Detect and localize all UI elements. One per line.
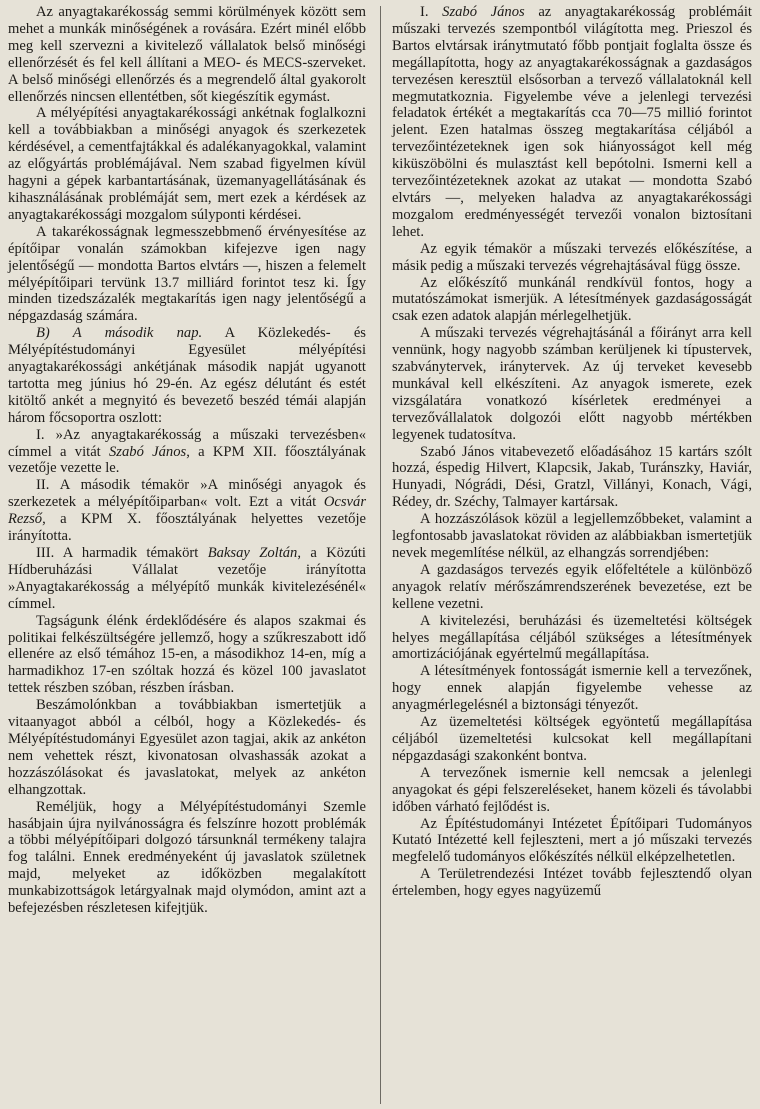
paragraph: [392, 4, 752, 241]
paragraph-text: A mélyépítési anyagtakarékossági ankétnak foglalkozni kell a továbbiakban a minőségi anyagok és szerkezetek kérdésével, a cementfajtákkal és adalékanyagokkal, valamint az előgyártás problémájával. Nem szabad figyelmen kívül hagyni a gépek karbantartásának, üzemanyagellátásának és kihasználásának problémáját sem, mert ezek a kérdések az anyagtakarékossági mozgalom súlyponti kérdései.: [8, 105, 366, 223]
paragraph-text: III. A harmadik témakört: [36, 545, 208, 561]
paragraph: [8, 325, 366, 426]
section-heading: B) A második nap.: [36, 325, 203, 342]
paragraph-text: A létesítmények fontosságát ismernie kell a tervezőnek, hogy ennek alapján figyelembe vehesse az anyagmérlegelésnél a biztonsági tényezőt.: [392, 663, 752, 714]
paragraph-text: A Közlekedés- és Mélyépítéstudományi Egyesület mélyépítési anyagtakarékossági ankétjának második napját ugyanott tartotta meg június hó 29-én. Az egész délutánt és estét kitöltő ankét a megnyitó és bevezető beszéd témái alapján három főcsoportra oszlott:: [8, 325, 366, 426]
left-column: [8, 4, 366, 917]
paragraph: [392, 325, 752, 443]
paragraph-text: I.: [420, 4, 443, 20]
paragraph-text: , a KPM XII. főosztályának vezetője vezette le.: [8, 443, 366, 477]
paragraph-text: Az Építéstudományi Intézetet Építőipari Tudományos Kutató Intézetté kell fejleszteni, mert a jó műszaki tervezés megfelelő tudományos előkészítés nélkül elképzelhetetlen.: [392, 815, 752, 866]
paragraph-text: II. A második témakör »A minőségi anyagok és szerkezetek a mélyépítőiparban« volt. Ezt a vitát: [8, 477, 366, 511]
paragraph: [392, 816, 752, 867]
paragraph: [8, 105, 366, 223]
paragraph-text: , a Közúti Hídberuházási Vállalat vezetője irányította »Anyagtakarékosság a mélyépítő munkák kivitelezésénél« címmel.: [8, 545, 366, 612]
paragraph: [392, 613, 752, 664]
paragraph: [8, 4, 366, 105]
paragraph: [392, 663, 752, 714]
paragraph: [8, 545, 366, 613]
paragraph-text: A hozzászólások közül a legjellemzőbbeket, valamint a legfontosabb javaslatokat röviden az alábbiakban ismertetjük nevek megemlítése nélkül, az elhangzás sorrendjében:: [392, 511, 752, 561]
paragraph-text: Szabó János vitabevezető előadásához 15 kartárs szólt hozzá, éspedig Hilvert, Klapcsik, Jakab, Turánszky, Haviár, Hunyadi, Nógrádi, Dési, Gratzl, Villányi, Konach, Vági, Rédey, dr. Széchy, Talmayer kartársak.: [392, 443, 752, 511]
person-name: Szabó János: [442, 4, 525, 20]
paragraph: [392, 444, 752, 512]
person-name: Baksay Zoltán: [207, 545, 298, 561]
right-column: [392, 4, 752, 900]
paragraph: [392, 866, 752, 900]
person-name: Ocsvár Rezső: [8, 494, 366, 528]
paragraph-text: I. »Az anyagtakarékosság a műszaki tervezésben« címmel a vitát: [8, 426, 366, 460]
paragraph-text: Az anyagtakarékosság semmi körülmények között sem mehet a munkák minőségének a rovására. Ezért minél előbb meg kell szervezni a kivitelező vállalatok belső minőségi ellenőrzését és fel kell állítani a MEO- és MECS-szerveket. A belső minőségi ellenőrzés és a megrendelő által gyakorolt ellenőrzés nincsen ellentétben, sőt kiegészítik egymást.: [8, 4, 366, 105]
paragraph: [392, 511, 752, 562]
paragraph: [8, 613, 366, 698]
column-divider: [380, 6, 381, 1104]
paragraph: [392, 275, 752, 326]
paragraph: [8, 697, 366, 798]
paragraph: [392, 241, 752, 275]
person-name: Szabó János: [109, 443, 187, 460]
paragraph-text: az anyagtakarékosság problémáit műszaki tervezés szempontból világította meg. Prieszol és Bartos elvtársak iránytmutató főbb pontjait foglalta össze és megállapította, hogy az anyagtakarékosságnak a gazdaságos tervezésen keresztül elsősorban a tervező vállalatoknál kell megmutatkoznia. Figyelembe véve a jelenlegi tervezési feladatok értékét a megtakarítás cca 70—75 millió forintot jelent. Ezen hatalmas összeg megtakarítása céljából a tervezőintézeteknek igen sok hiányosságot kell még kiküszöbölni és mulasztást kell bepótolni. Ismerni kell a tervezőintézeteknek azokat az utakat — mondotta Szabó elvtárs —, melyeken haladva az anyagtakarékossági mozgalom eredményességét tervezői vonalon biztosítani lehet.: [392, 4, 752, 240]
paragraph: [8, 427, 366, 478]
paragraph-text: Reméljük, hogy a Mélyépítéstudományi Szemle hasábjain újra nyilvánosságra és felszínre hozott problémák a többi mélyépítőipari dolgozó társunknál termékeny talajra fog találni. Ennek eredményeként új javaslatok születnek majd, melyeket az időközben megalakított munkabizottságok letárgyalnak majd olymódon, amint azt a befejezésben részletesen kifejtjük.: [8, 798, 366, 917]
paragraph-text: Tagságunk élénk érdeklődésére és alapos szakmai és politikai felkészültségére jellemző, hogy a szűkreszabott idő ellenére az első témához 15-en, a másodikhoz 14-en, míg a harmadikhoz 17-en szóltak hozzá és közel 100 javaslatot tettek részben szóban, részben írásban.: [8, 612, 366, 697]
paragraph: [392, 765, 752, 816]
paragraph-text: Beszámolónkban a továbbiakban ismertetjük a vitaanyagot abból a célból, hogy a Közlekedés- és Mélyépítéstudományi Egyesület azon tagjai, akik az ankéton nem vehettek részt, kivonatosan olvashassák azokat a hozzászólásokat és javaslatokat, melyek az ankéton elhangzottak.: [8, 697, 366, 798]
paragraph-text: Az előkészítő munkánál rendkívül fontos, hogy a mutatószámokat ismerjük. A létesítmények gazdaságosságát csak ezen adatok alapján mérlegelhetjük.: [392, 274, 752, 325]
paragraph-text: A műszaki tervezés végrehajtásánál a főirányt arra kell vennünk, hogy nagyobb számban kerüljenek ki típustervek, szabványtervek, iránytervek. Az új terveket kevesebb munkával kell elkészíteni. Az anyagok ismerete, ezek vizsgálatára vonatkozó kísérletek eredményei a tervezővállalatok dolgozói előtt nagyobb mértékben legyenek tudatosítva.: [392, 325, 752, 443]
paragraph: [8, 224, 366, 325]
paragraph-text: Az egyik témakör a műszaki tervezés előkészítése, a másik pedig a műszaki tervezés végrehajtásával függ össze.: [392, 240, 752, 274]
paragraph-text: A tervezőnek ismernie kell nemcsak a jelenlegi anyagokat és gépi felszereléseket, hanem közeli és távolabbi időben várható fejlődést is.: [392, 764, 752, 815]
paragraph: [392, 714, 752, 765]
paragraph-text: A takarékosságnak legmesszebbmenő érvényesítése az építőipar vonalán számokban kifejezve igen nagy jelentőségű — mondotta Bartos elvtárs —, hiszen a felemelt mélyépítőipari tervünk 13.7 milliárd forintot tesz ki. Így minden tizedszázalék megtakarítás igen nagy jelentőségű a népgazdaság számára.: [8, 223, 366, 325]
paragraph-text: A Területrendezési Intézet tovább fejlesztendő olyan értelemben, hogy egyes nagyüzemű: [392, 866, 752, 900]
paragraph-text: A kivitelezési, beruházási és üzemeltetési költségek helyes megállapítása céljából szükséges a létesítmények amortizációjának egyértelmű megállapítása.: [392, 612, 752, 663]
paragraph-text: Az üzemeltetési költségek egyöntetű megállapítása céljából üzemeltetési kulcsokat kell megállapítani népgazdasági szakonként bontva.: [392, 714, 752, 764]
paragraph-text: , a KPM X. főosztályának helyettes vezetője irányította.: [8, 511, 366, 545]
paragraph: [392, 562, 752, 613]
paragraph-text: A gazdaságos tervezés egyik előfeltétele a különböző anyagok relatív mérőszámrendszerének bevezetése, ezt be kellene vezetni.: [392, 561, 752, 612]
paragraph: [8, 799, 366, 917]
paragraph: [8, 477, 366, 545]
